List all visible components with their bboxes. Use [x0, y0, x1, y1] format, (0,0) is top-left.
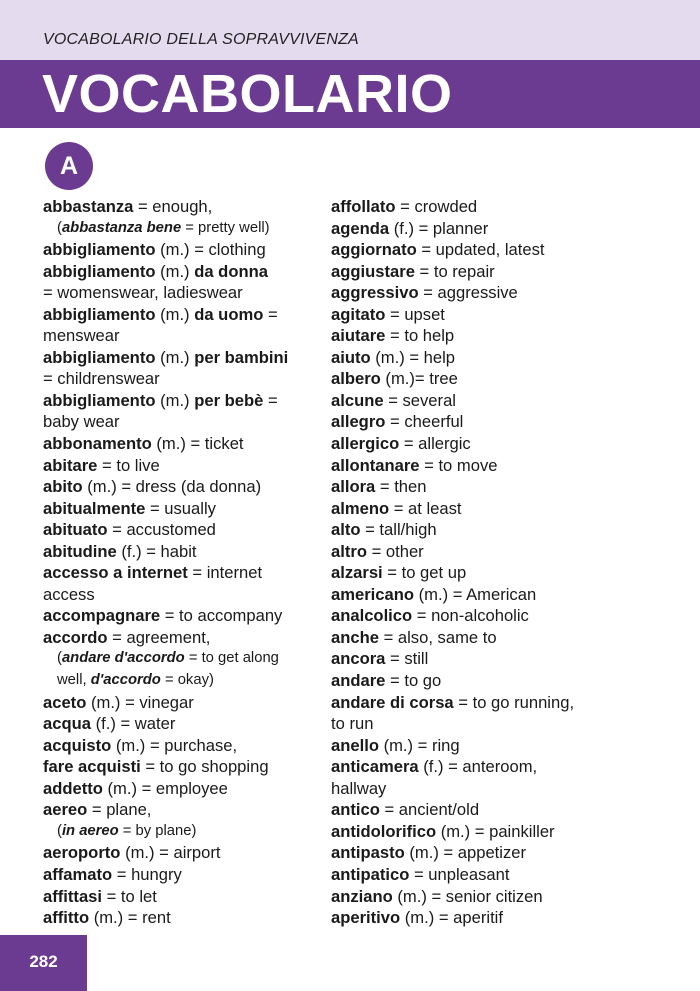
vocab-line [331, 799, 671, 821]
vocab-line [331, 433, 671, 455]
headword: antipasto [331, 843, 405, 863]
definition-text: (m.)= tree [380, 369, 458, 389]
headword: antidolorifico [331, 821, 437, 841]
definition-text: = also, same to [378, 627, 497, 647]
vocab-entry [43, 907, 318, 929]
vocab-entry [43, 455, 318, 477]
definition-text: = allergic [399, 434, 471, 454]
definition-text: ( [57, 822, 62, 839]
vocab-line [43, 907, 318, 929]
definition-text: = to get along [184, 650, 279, 667]
vocab-entry [43, 304, 318, 347]
definition-text: ( [57, 219, 62, 236]
vocab-line [43, 886, 318, 908]
vocab-line [331, 476, 671, 498]
example-phrase: andare d'accordo [61, 650, 185, 667]
vocab-line [331, 907, 671, 929]
headword: abito [43, 477, 83, 497]
vocab-entry [43, 778, 318, 800]
vocab-entry [43, 498, 318, 520]
vocab-entry [331, 325, 671, 347]
headword: abitudine [43, 541, 117, 561]
definition-text: = aggressive [418, 283, 518, 303]
vocab-entry [43, 627, 318, 692]
vocab-line [43, 261, 318, 283]
headword: da uomo [194, 304, 264, 324]
definition-text: (m.) [155, 304, 195, 324]
vocab-line [331, 584, 671, 606]
vocab-entry [43, 562, 318, 605]
definition-text: = still [385, 649, 429, 669]
definition-text: = non-alcoholic [412, 606, 529, 626]
vocab-line [43, 304, 318, 326]
vocab-line [43, 455, 318, 477]
header-band [0, 0, 700, 60]
vocab-line [331, 886, 671, 908]
definition-text: baby wear [43, 412, 120, 432]
headword: aggiornato [331, 240, 417, 260]
vocab-line [43, 433, 318, 455]
definition-text: (m.) = dress (da donna) [82, 477, 262, 497]
vocab-entry [43, 476, 318, 498]
definition-text: (m.) = help [370, 347, 456, 367]
definition-text: = to go shopping [140, 757, 269, 777]
vocab-example-line [43, 218, 318, 240]
definition-text: = accustomed [107, 520, 216, 540]
vocab-entry [331, 455, 671, 477]
vocab-line [331, 627, 671, 649]
headword: accordo [43, 627, 108, 647]
definition-text: (m.) [155, 390, 195, 410]
definition-text: to run [331, 714, 374, 734]
definition-text: = tall/high [360, 520, 437, 540]
vocab-entry [331, 605, 671, 627]
headword: aiutare [331, 326, 386, 346]
vocab-entry [331, 692, 671, 735]
headword: abbigliamento [43, 304, 156, 324]
headword: aggressivo [331, 283, 419, 303]
headword: abbastanza [43, 197, 134, 216]
definition-text: = to go running, [453, 692, 575, 712]
vocab-line [331, 196, 671, 218]
definition-text: (m.) = American [414, 584, 537, 604]
headword: per bebè [194, 390, 264, 410]
definition-text: (m.) = rent [89, 908, 171, 928]
vocab-line [43, 842, 318, 864]
vocab-line [43, 756, 318, 778]
definition-text: (m.) = purchase, [111, 735, 238, 755]
definition-text: hallway [331, 778, 387, 798]
definition-text: = plane, [87, 800, 152, 820]
vocab-line [331, 648, 671, 670]
definition-text: (m.) = aperitif [400, 908, 503, 928]
vocab-entry [43, 519, 318, 541]
headword: addetto [43, 778, 103, 798]
headword: abbigliamento [43, 390, 156, 410]
headword: agenda [331, 218, 390, 238]
headword: ancora [331, 649, 386, 669]
vocab-entry [331, 821, 671, 843]
headword: allontanare [331, 455, 420, 475]
definition-text: = to live [97, 455, 160, 475]
headword: allegro [331, 412, 386, 432]
vocab-line [331, 261, 671, 283]
vocab-entry [331, 519, 671, 541]
definition-text: ( [57, 650, 62, 667]
vocab-entry [331, 218, 671, 240]
definition-text: = [263, 390, 278, 410]
headword: alcune [331, 390, 384, 410]
vocab-line [43, 476, 318, 498]
vocab-line [331, 541, 671, 563]
vocab-entry [331, 368, 671, 390]
vocabulary-column-left [43, 196, 318, 929]
vocab-entry [331, 907, 671, 929]
headword: allergico [331, 434, 400, 454]
definition-text: (m.) = employee [102, 778, 228, 798]
vocab-line [43, 713, 318, 735]
headword: aiuto [331, 347, 371, 367]
vocab-entry [43, 605, 318, 627]
definition-text: = agreement, [107, 627, 211, 647]
vocab-entry [43, 713, 318, 735]
vocab-example-line [43, 670, 318, 692]
headword: almeno [331, 498, 390, 518]
headword: accompagnare [43, 606, 161, 626]
vocab-entry [331, 735, 671, 757]
definition-text: = enough, [133, 197, 213, 216]
vocab-line [331, 411, 671, 433]
vocab-line [43, 541, 318, 563]
vocab-entry [43, 541, 318, 563]
headword: alto [331, 520, 361, 540]
definition-text: = to repair [414, 261, 495, 281]
definition-text: = by plane) [118, 822, 197, 839]
vocab-entry [43, 735, 318, 757]
vocab-entry [331, 411, 671, 433]
vocab-entry [331, 627, 671, 649]
definition-text: (m.) = ring [378, 735, 460, 755]
section-letter-badge: A [45, 142, 93, 190]
definition-text: = womenswear, ladieswear [43, 283, 243, 303]
definition-text: = childrenswear [43, 369, 160, 389]
definition-text: = updated, latest [416, 240, 545, 260]
definition-text: (m.) = painkiller [436, 821, 555, 841]
headword: aperitivo [331, 908, 401, 928]
vocab-line [331, 821, 671, 843]
definition-text: (m.) [155, 347, 195, 367]
example-phrase: abbastanza bene [61, 219, 182, 236]
headword: acquisto [43, 735, 112, 755]
vocab-line [331, 778, 671, 800]
headword: abitualmente [43, 498, 146, 518]
headword: abitare [43, 455, 98, 475]
definition-text: (f.) = water [90, 714, 176, 734]
headword: per bambini [194, 347, 289, 367]
definition-text: = to help [385, 326, 455, 346]
vocab-entry [331, 756, 671, 799]
headword: fare acquisti [43, 757, 141, 777]
definition-text: (m.) = ticket [151, 434, 244, 454]
definition-text: = other [366, 541, 424, 561]
definition-text: (f.) = planner [389, 218, 489, 238]
vocab-entry [331, 648, 671, 670]
vocab-line [331, 282, 671, 304]
vocab-entry [331, 541, 671, 563]
vocab-line [331, 562, 671, 584]
vocab-line [43, 627, 318, 649]
vocab-line [331, 735, 671, 757]
vocab-entry [43, 864, 318, 886]
definition-text: = ancient/old [379, 800, 480, 820]
vocab-line [43, 368, 318, 390]
headword: agitato [331, 304, 386, 324]
definition-text: = usually [145, 498, 216, 518]
definition-text: (m.) = airport [120, 843, 221, 863]
definition-text: = unpleasant [409, 864, 510, 884]
headword: andare di corsa [331, 692, 454, 712]
vocab-entry [331, 476, 671, 498]
headword: affollato [331, 197, 396, 216]
definition-text: = okay) [160, 672, 214, 689]
vocab-entry [43, 799, 318, 842]
vocab-entry [43, 390, 318, 433]
vocab-entry [43, 239, 318, 261]
vocab-line [331, 692, 671, 714]
vocab-line [43, 498, 318, 520]
headword: aceto [43, 692, 87, 712]
vocab-line [43, 562, 318, 584]
vocab-entry [331, 799, 671, 821]
vocab-entry [43, 261, 318, 304]
headword: alzarsi [331, 563, 383, 583]
vocab-entry [331, 498, 671, 520]
vocab-line [43, 411, 318, 433]
vocab-entry [331, 886, 671, 908]
headword: antipatico [331, 864, 410, 884]
vocab-entry [331, 282, 671, 304]
headword: albero [331, 369, 381, 389]
headword: affitto [43, 908, 90, 928]
headword: affamato [43, 864, 113, 884]
vocab-example-line [43, 648, 318, 670]
definition-text: = at least [389, 498, 462, 518]
vocab-entry [331, 670, 671, 692]
definition-text: (m.) = vinegar [86, 692, 194, 712]
vocab-line [331, 498, 671, 520]
vocab-line [331, 239, 671, 261]
page-title: VOCABOLARIO [42, 64, 453, 124]
vocab-line [331, 605, 671, 627]
headword: andare [331, 671, 386, 691]
definition-text: = to let [102, 886, 157, 906]
vocab-entry [43, 347, 318, 390]
vocab-entry [331, 304, 671, 326]
headword: anticamera [331, 757, 419, 777]
vocab-line [331, 842, 671, 864]
vocab-entry [331, 562, 671, 584]
vocab-line [331, 455, 671, 477]
vocab-line [43, 864, 318, 886]
headword: anziano [331, 886, 393, 906]
vocab-entry [43, 756, 318, 778]
definition-text: = [263, 304, 278, 324]
vocab-line [331, 713, 671, 735]
vocab-entry [331, 584, 671, 606]
vocab-line [331, 347, 671, 369]
vocab-entry [43, 886, 318, 908]
vocab-line [43, 799, 318, 821]
vocab-line [331, 304, 671, 326]
headword: aeroporto [43, 843, 121, 863]
headword: abbonamento [43, 434, 152, 454]
vocab-line [43, 390, 318, 412]
definition-text: = upset [385, 304, 445, 324]
definition-text: = pretty well) [181, 219, 270, 236]
vocab-entry [331, 390, 671, 412]
definition-text: menswear [43, 326, 120, 346]
headword: anello [331, 735, 379, 755]
vocabulary-column-right [331, 196, 671, 929]
vocab-line [43, 605, 318, 627]
vocab-entry [331, 347, 671, 369]
vocab-line [43, 282, 318, 304]
headword: affittasi [43, 886, 103, 906]
definition-text: (m.) = clothing [155, 240, 266, 260]
definition-text: (f.) = anteroom, [418, 757, 538, 777]
headword: abituato [43, 520, 108, 540]
definition-text: = to accompany [160, 606, 283, 626]
vocab-line [331, 756, 671, 778]
vocab-line [43, 239, 318, 261]
headword: altro [331, 541, 367, 561]
page-number: 282 [29, 952, 58, 971]
page-number-box [0, 935, 87, 991]
vocab-entry [331, 842, 671, 864]
headword: da donna [194, 261, 268, 281]
vocab-line [43, 692, 318, 714]
definition-text: = to move [419, 455, 498, 475]
definition-text: (m.) = senior citizen [392, 886, 543, 906]
definition-text: well, [57, 672, 91, 689]
running-head: VOCABOLARIO DELLA SOPRAVVIVENZA [43, 31, 359, 48]
vocab-entry [331, 196, 671, 218]
vocab-line [331, 390, 671, 412]
example-phrase: in aereo [61, 822, 119, 839]
headword: abbigliamento [43, 261, 156, 281]
vocab-line [43, 735, 318, 757]
vocab-line [43, 196, 318, 218]
vocab-line [43, 347, 318, 369]
vocab-line [43, 778, 318, 800]
definition-text: (f.) = habit [116, 541, 197, 561]
definition-text: = several [383, 390, 456, 410]
vocab-entry [43, 433, 318, 455]
headword: antico [331, 800, 380, 820]
definition-text: = to go [385, 671, 442, 691]
vocab-entry [331, 239, 671, 261]
headword: acqua [43, 714, 91, 734]
vocab-entry [331, 433, 671, 455]
definition-text: = then [375, 477, 427, 497]
headword: anche [331, 627, 379, 647]
vocab-line [331, 368, 671, 390]
headword: abbigliamento [43, 240, 156, 260]
vocab-line [331, 218, 671, 240]
example-phrase: d'accordo [90, 672, 161, 689]
vocab-line [331, 864, 671, 886]
definition-text: (m.) [155, 261, 195, 281]
vocab-example-line [43, 821, 318, 843]
headword: aereo [43, 800, 88, 820]
definition-text: = internet [187, 563, 263, 583]
vocab-line [43, 325, 318, 347]
definition-text: = cheerful [385, 412, 464, 432]
vocab-line [331, 670, 671, 692]
definition-text: = crowded [395, 197, 478, 216]
headword: allora [331, 477, 376, 497]
vocab-entry [43, 196, 318, 239]
vocab-line [331, 325, 671, 347]
headword: analcolico [331, 606, 413, 626]
vocab-entry [43, 842, 318, 864]
vocab-entry [331, 261, 671, 283]
vocab-line [331, 519, 671, 541]
headword: accesso a internet [43, 563, 188, 583]
vocab-line [43, 584, 318, 606]
title-band [0, 60, 700, 128]
definition-text: = hungry [112, 864, 182, 884]
vocab-line [43, 519, 318, 541]
headword: americano [331, 584, 415, 604]
headword: abbigliamento [43, 347, 156, 367]
vocab-entry [331, 864, 671, 886]
definition-text: = to get up [382, 563, 467, 583]
headword: aggiustare [331, 261, 415, 281]
definition-text: (m.) = appetizer [404, 843, 527, 863]
vocab-entry [43, 692, 318, 714]
definition-text: access [43, 584, 95, 604]
